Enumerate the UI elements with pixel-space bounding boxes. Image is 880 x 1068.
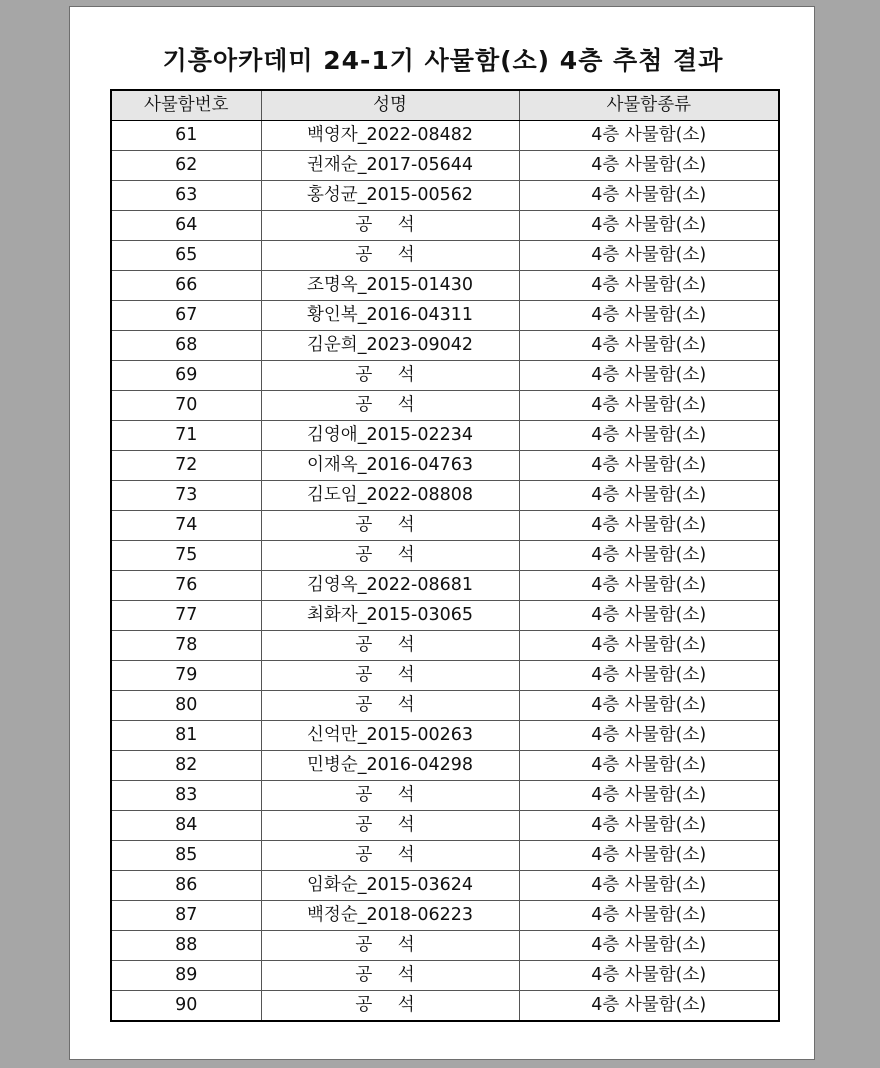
name-cell: 임화순_2015-03624 [261, 871, 519, 901]
locker-number-cell: 74 [111, 511, 261, 541]
table-row [111, 181, 779, 211]
table-row [111, 151, 779, 181]
locker-type-cell: 4층 사물함(소) [519, 541, 779, 571]
locker-type-cell: 4층 사물함(소) [519, 751, 779, 781]
name-cell: 공 석 [261, 631, 519, 661]
locker-type-cell: 4층 사물함(소) [519, 331, 779, 361]
locker-type-cell: 4층 사물함(소) [519, 241, 779, 271]
name-cell: 공 석 [261, 991, 519, 1022]
locker-type-cell: 4층 사물함(소) [519, 571, 779, 601]
column-header-locker-type: 사물함종류 [519, 90, 779, 121]
locker-number-cell: 68 [111, 331, 261, 361]
table-row [111, 121, 779, 151]
locker-number-cell: 86 [111, 871, 261, 901]
column-header-locker-number: 사물함번호 [111, 90, 261, 121]
locker-type-cell: 4층 사물함(소) [519, 691, 779, 721]
locker-number-cell: 80 [111, 691, 261, 721]
locker-type-cell: 4층 사물함(소) [519, 961, 779, 991]
table-row [111, 631, 779, 661]
table-row [111, 301, 779, 331]
locker-number-cell: 72 [111, 451, 261, 481]
table-row [111, 901, 779, 931]
locker-number-cell: 65 [111, 241, 261, 271]
locker-type-cell: 4층 사물함(소) [519, 181, 779, 211]
table-row [111, 811, 779, 841]
locker-number-cell: 81 [111, 721, 261, 751]
name-cell: 공 석 [261, 211, 519, 241]
locker-type-cell: 4층 사물함(소) [519, 721, 779, 751]
name-cell: 공 석 [261, 391, 519, 421]
locker-type-cell: 4층 사물함(소) [519, 421, 779, 451]
locker-type-cell: 4층 사물함(소) [519, 511, 779, 541]
locker-type-cell: 4층 사물함(소) [519, 151, 779, 181]
table-row [111, 541, 779, 571]
table-row [111, 661, 779, 691]
table-row [111, 691, 779, 721]
name-cell: 이재옥_2016-04763 [261, 451, 519, 481]
name-cell: 공 석 [261, 541, 519, 571]
locker-number-cell: 76 [111, 571, 261, 601]
document-title: 기흥아카데미 24-1기 사물함(소) 4층 추첨 결과 [162, 46, 724, 75]
locker-type-cell: 4층 사물함(소) [519, 271, 779, 301]
locker-type-cell: 4층 사물함(소) [519, 601, 779, 631]
table-row [111, 511, 779, 541]
locker-type-cell: 4층 사물함(소) [519, 211, 779, 241]
name-cell: 공 석 [261, 931, 519, 961]
locker-type-cell: 4층 사물함(소) [519, 661, 779, 691]
name-cell: 신억만_2015-00263 [261, 721, 519, 751]
locker-number-cell: 90 [111, 991, 261, 1022]
locker-number-cell: 67 [111, 301, 261, 331]
locker-type-cell: 4층 사물함(소) [519, 361, 779, 391]
locker-type-cell: 4층 사물함(소) [519, 301, 779, 331]
name-cell: 백정순_2018-06223 [261, 901, 519, 931]
table-row [111, 391, 779, 421]
column-header-name: 성명 [261, 90, 519, 121]
name-cell: 조명옥_2015-01430 [261, 271, 519, 301]
table-row [111, 211, 779, 241]
locker-number-cell: 77 [111, 601, 261, 631]
locker-number-cell: 63 [111, 181, 261, 211]
table-row [111, 931, 779, 961]
name-cell: 민병순_2016-04298 [261, 751, 519, 781]
locker-number-cell: 79 [111, 661, 261, 691]
locker-number-cell: 70 [111, 391, 261, 421]
name-cell: 공 석 [261, 241, 519, 271]
locker-number-cell: 83 [111, 781, 261, 811]
name-cell: 김도임_2022-08808 [261, 481, 519, 511]
locker-type-cell: 4층 사물함(소) [519, 901, 779, 931]
name-cell: 황인복_2016-04311 [261, 301, 519, 331]
table-row [111, 751, 779, 781]
table-row [111, 721, 779, 751]
name-cell: 김운희_2023-09042 [261, 331, 519, 361]
table-row [111, 481, 779, 511]
locker-number-cell: 85 [111, 841, 261, 871]
locker-number-cell: 62 [111, 151, 261, 181]
locker-type-cell: 4층 사물함(소) [519, 481, 779, 511]
name-cell: 공 석 [261, 661, 519, 691]
table-row [111, 841, 779, 871]
locker-number-cell: 69 [111, 361, 261, 391]
locker-type-cell: 4층 사물함(소) [519, 811, 779, 841]
locker-type-cell: 4층 사물함(소) [519, 391, 779, 421]
name-cell: 공 석 [261, 841, 519, 871]
table-row [111, 271, 779, 301]
table-row [111, 451, 779, 481]
document-page [69, 6, 815, 1060]
table-row [111, 991, 779, 1022]
locker-type-cell: 4층 사물함(소) [519, 781, 779, 811]
table-row [111, 421, 779, 451]
name-cell: 최화자_2015-03065 [261, 601, 519, 631]
table-row [111, 571, 779, 601]
locker-number-cell: 88 [111, 931, 261, 961]
name-cell: 공 석 [261, 811, 519, 841]
locker-number-cell: 64 [111, 211, 261, 241]
table-body [111, 121, 779, 1022]
name-cell: 공 석 [261, 781, 519, 811]
locker-number-cell: 82 [111, 751, 261, 781]
name-cell: 백영자_2022-08482 [261, 121, 519, 151]
table-header-row [111, 90, 779, 121]
locker-type-cell: 4층 사물함(소) [519, 631, 779, 661]
name-cell: 권재순_2017-05644 [261, 151, 519, 181]
name-cell: 홍성균_2015-00562 [261, 181, 519, 211]
locker-result-table [110, 89, 780, 1022]
locker-number-cell: 87 [111, 901, 261, 931]
name-cell: 공 석 [261, 961, 519, 991]
locker-type-cell: 4층 사물함(소) [519, 871, 779, 901]
locker-number-cell: 84 [111, 811, 261, 841]
locker-number-cell: 78 [111, 631, 261, 661]
locker-number-cell: 71 [111, 421, 261, 451]
name-cell: 공 석 [261, 691, 519, 721]
locker-type-cell: 4층 사물함(소) [519, 121, 779, 151]
table-row [111, 361, 779, 391]
table-row [111, 961, 779, 991]
table-row [111, 241, 779, 271]
name-cell: 공 석 [261, 511, 519, 541]
locker-number-cell: 89 [111, 961, 261, 991]
name-cell: 공 석 [261, 361, 519, 391]
table-row [111, 871, 779, 901]
locker-number-cell: 75 [111, 541, 261, 571]
name-cell: 김영옥_2022-08681 [261, 571, 519, 601]
locker-number-cell: 66 [111, 271, 261, 301]
locker-type-cell: 4층 사물함(소) [519, 841, 779, 871]
locker-type-cell: 4층 사물함(소) [519, 991, 779, 1022]
table-row [111, 781, 779, 811]
name-cell: 김영애_2015-02234 [261, 421, 519, 451]
locker-type-cell: 4층 사물함(소) [519, 931, 779, 961]
locker-number-cell: 61 [111, 121, 261, 151]
locker-type-cell: 4층 사물함(소) [519, 451, 779, 481]
table-row [111, 331, 779, 361]
table-row [111, 601, 779, 631]
locker-number-cell: 73 [111, 481, 261, 511]
